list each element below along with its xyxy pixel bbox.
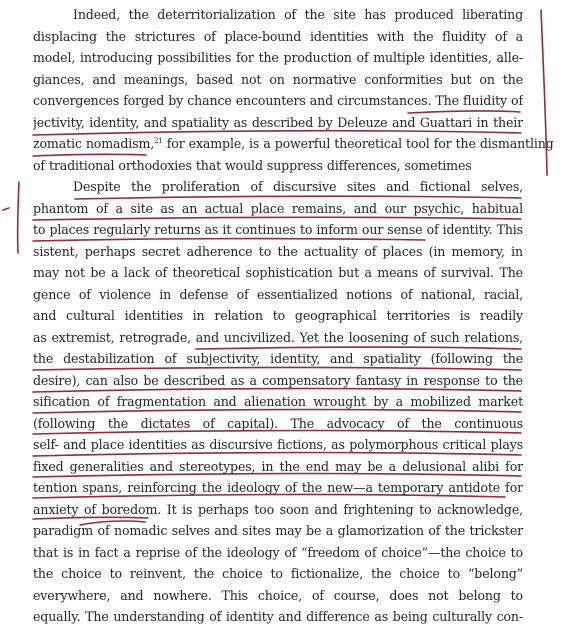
text-line: Indeed, the deterritorialization of the site has produced liberating <box>73 7 523 22</box>
text-line: (following the dictates of capital). The advocacy of the continuous <box>33 415 523 431</box>
text-line: may not be a lack of theoretical sophistication but a means of survival. The <box>33 265 523 280</box>
text-line: fixed generalities and stereotypes, in the end may be a delusional alibi for <box>33 458 523 474</box>
text-line: tention spans, reinforcing the ideology of the new—a temporary antidote for <box>33 480 523 495</box>
text-line: displacing the strictures of place-bound identities with the fluidity of a <box>33 28 523 44</box>
text-line: everywhere, and nowhere. This choice, of course, does not belong to <box>33 587 523 603</box>
text-line: sification of fragmentation and alienation wrought by a mobilized market <box>33 394 523 409</box>
text-line: anxiety of boredom. It is perhaps too soon and frightening to acknowledge, <box>33 501 523 517</box>
text-line: the choice to reinvent, the choice to fictionalize, the choice to “belong” <box>33 566 523 581</box>
text-line: that is in fact a reprise of the ideology of “freedom of choice”—the choice to <box>33 544 523 560</box>
footnote-reference[interactable]: 21 <box>154 136 163 145</box>
text-line: jectivity, identity, and spatiality as described by Deleuze and Guattari in their <box>33 114 523 130</box>
text-line: desire), can also be described as a compensatory fantasy in response to the <box>33 372 523 388</box>
text-line: of traditional orthodoxies that would suppress differences, sometimes <box>33 157 472 173</box>
text-line <box>33 133 554 155</box>
text-line: gence of violence in defense of essentialized notions of national, racial, <box>33 286 523 302</box>
text-line: convergences forged by chance encounters and circumstances. The fluidity of <box>33 93 523 108</box>
text-line: the destabilization of subjectivity, identity, and spatiality (following the <box>33 351 523 366</box>
text-line: and cultural identities in relation to geographical territories is readily <box>33 308 523 323</box>
text-line-part: for example, is a powerful theoretical tool for the dismantling <box>166 136 554 151</box>
text-line: as extremist, retrograde, and uncivilized. Yet the loosening of such relations, <box>33 329 523 345</box>
text-line: phantom of a site as an actual place remains, and our psychic, habitual <box>33 200 523 216</box>
text-line: sistent, perhaps secret adherence to the actuality of places (in memory, in <box>33 243 523 259</box>
text-line-part: zomatic nomadism, <box>33 136 155 151</box>
text-line: to places regularly returns as it continues to inform our sense of identity. This <box>33 222 523 237</box>
margin-tick-mark <box>3 208 9 210</box>
text-line: model, introducing possibilities for the production of multiple identities, alle- <box>33 50 523 65</box>
text-line: giances, and meanings, based not on normative conformities but on the <box>33 71 523 87</box>
margin-bracket-left <box>18 182 19 253</box>
text-line: Despite the proliferation of discursive sites and fictional selves, <box>73 179 523 194</box>
body-text <box>33 4 554 628</box>
text-line: equally. The understanding of identity and difference as being culturally con- <box>33 609 523 624</box>
text-line: self- and place identities as discursive fictions, as polymorphous critical plays <box>33 437 523 452</box>
text-line: paradigm of nomadic selves and sites may be a glamorization of the trickster <box>33 523 523 538</box>
